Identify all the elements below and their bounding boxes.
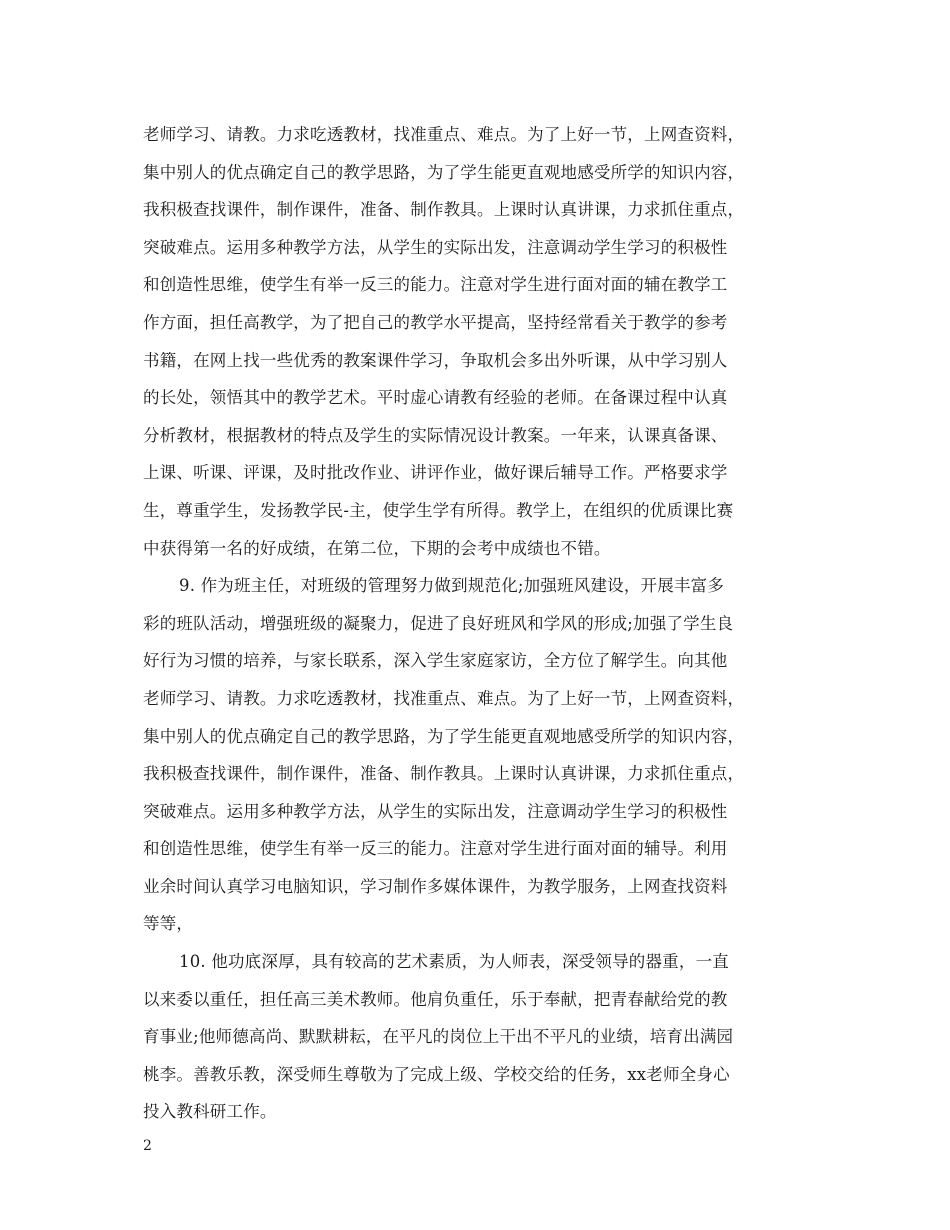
paragraph-item-10 bbox=[143, 943, 823, 1131]
text-line: 好行为习惯的培养，与家长联系，深入学生家庭家访，全方位了解学生。向其他 bbox=[143, 651, 728, 671]
text-line: 中获得第一名的好成绩，在第二位，下期的会考中成绩也不错。 bbox=[143, 538, 611, 558]
text-line: 突破难点。运用多种教学方法，从学生的实际出发，注意调动学生学习的积极性 bbox=[143, 801, 728, 821]
text-line: 集中别人的优点确定自己的教学思路，为了学生能更直观地感受所学的知识内容， bbox=[143, 726, 745, 746]
text-line: 等等， bbox=[143, 914, 194, 934]
paragraph-item-9 bbox=[143, 567, 823, 943]
text-line: 以来委以重任，担任高三美术教师。他肩负重任，乐于奉献，把青春献给党的教 bbox=[143, 989, 728, 1009]
paragraph-continued bbox=[143, 116, 823, 567]
text-line-first: 9. 作为班主任，对班级的管理努力做到规范化;加强班风建设，开展丰富多 bbox=[179, 576, 725, 596]
text-line-first: 10. 他功底深厚，具有较高的艺术素质，为人师表，深受领导的器重，一直 bbox=[179, 952, 729, 972]
text-line: 分析教材，根据教材的特点及学生的实际情况设计教案。一年来，认课真备课、 bbox=[143, 425, 728, 445]
text-line: 我积极查找课件，制作课件，准备、制作教具。上课时认真讲课，力求抓住重点， bbox=[143, 764, 745, 784]
text-line: 上课、听课、评课，及时批改作业、讲评作业，做好课后辅导工作。严格要求学 bbox=[143, 463, 728, 483]
text-line: 投入教科研工作。 bbox=[143, 1102, 277, 1122]
text-line: 的长处，领悟其中的教学艺术。平时虚心请教有经验的老师。在备课过程中认真 bbox=[143, 388, 728, 408]
text-line: 育事业;他师德高尚、默默耕耘，在平凡的岗位上干出不平凡的业绩，培育出满园 bbox=[143, 1027, 734, 1047]
text-line: 彩的班队活动，增强班级的凝聚力，促进了良好班风和学风的形成;加强了学生良 bbox=[143, 613, 734, 633]
text-line: 业余时间认真学习电脑知识，学习制作多媒体课件，为教学服务，上网查找资料 bbox=[143, 876, 728, 896]
text-line: 和创造性思维，使学生有举一反三的能力。注意对学生进行面对面的辅导。利用 bbox=[143, 839, 728, 859]
text-line: 老师学习、请教。力求吃透教材，找准重点、难点。为了上好一节，上网查资料， bbox=[143, 125, 745, 144]
text-line: 生，尊重学生，发扬教学民-主，使学生学有所得。教学上，在组织的优质课比赛 bbox=[143, 500, 734, 520]
text-line: 我积极查找课件，制作课件，准备、制作教具。上课时认真讲课，力求抓住重点， bbox=[143, 200, 745, 220]
text-line: 桃李。善教乐教，深受师生尊敬为了完成上级、学校交给的任务，xx老师全身心 bbox=[143, 1064, 730, 1084]
text-line: 老师学习、请教。力求吃透教材，找准重点、难点。为了上好一节，上网查资料， bbox=[143, 688, 745, 708]
text-line: 和创造性思维，使学生有举一反三的能力。注意对学生进行面对面的辅在教学工 bbox=[143, 275, 728, 295]
text-line: 书籍，在网上找一些优秀的教案课件学习，争取机会多出外听课，从中学习别人 bbox=[143, 350, 728, 370]
document-body bbox=[143, 116, 823, 1131]
text-line: 集中别人的优点确定自己的教学思路，为了学生能更直观地感受所学的知识内容， bbox=[143, 162, 745, 182]
page-number: 2 bbox=[143, 1138, 152, 1154]
text-line: 作方面，担任高教学，为了把自己的教学水平提高，坚持经常看关于教学的参考 bbox=[143, 312, 728, 332]
text-line: 突破难点。运用多种教学方法，从学生的实际出发，注意调动学生学习的积极性 bbox=[143, 237, 728, 257]
